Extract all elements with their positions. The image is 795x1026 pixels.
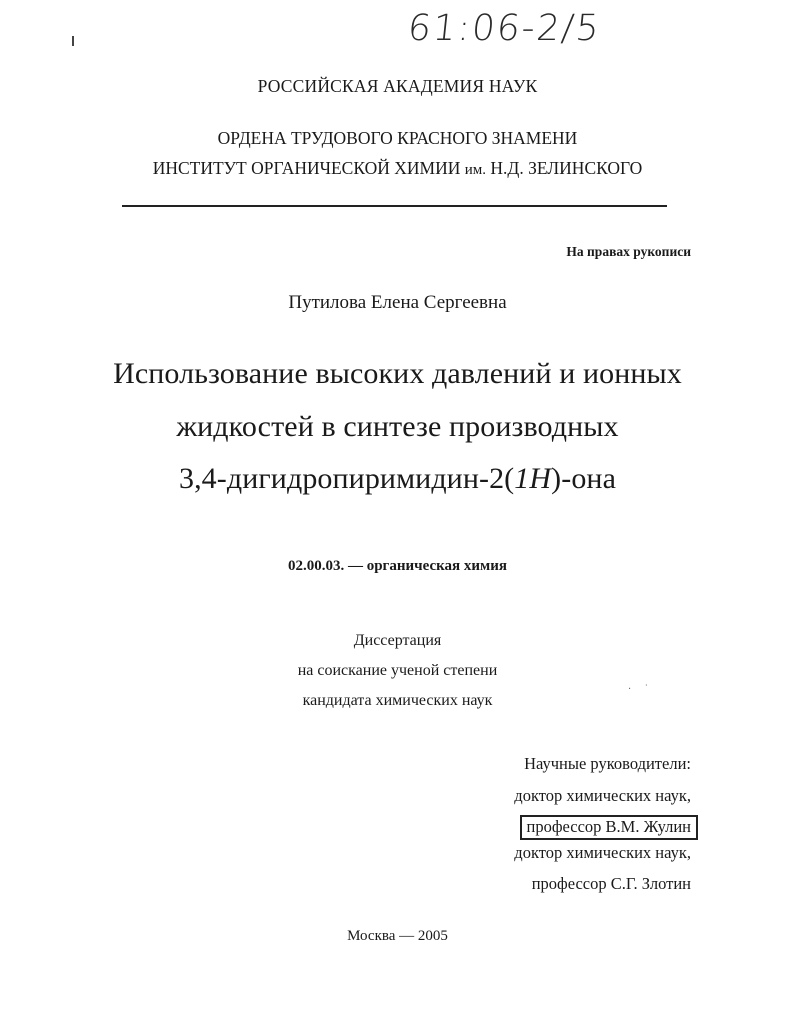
manuscript-rights: На правах рукописи (566, 244, 691, 259)
institute-line (0, 158, 795, 179)
city-year: Москва — 2005 (347, 928, 448, 944)
institute-name: Н.Д. ЗЕЛИНСКОГО (490, 158, 643, 178)
title-line-2: жидкостей в синтезе производных (176, 410, 619, 443)
scan-mark (72, 36, 74, 46)
supervisor-2-degree: доктор химических наук, (514, 843, 691, 862)
header-divider (122, 205, 667, 207)
institute-im: им. (464, 162, 486, 178)
academy-name: РОССИЙСКАЯ АКАДЕМИЯ НАУК (257, 76, 538, 96)
degree-line-3: кандидата химических наук (302, 692, 493, 709)
author-name: Путилова Елена Сергеевна (288, 292, 507, 313)
title-line-3-prefix: 3,4-дигидропиримидин-2( (178, 462, 515, 495)
degree-line-2: на соискание ученой степени (297, 662, 498, 679)
supervisors-heading: Научные руководители: (524, 754, 691, 773)
supervisor-1-degree: доктор химических наук, (514, 786, 691, 805)
order-line: ОРДЕНА ТРУДОВОГО КРАСНОГО ЗНАМЕНИ (217, 128, 578, 148)
title-line-3-italic: 1H (514, 462, 552, 495)
institute-prefix: ИНСТИТУТ ОРГАНИЧЕСКОЙ ХИМИИ (152, 158, 461, 178)
supervisor-2-name: профессор С.Г. Злотин (531, 874, 691, 893)
specialty-code: 02.00.03. — органическая химия (287, 558, 508, 574)
title-line-3-suffix: )-она (551, 462, 617, 495)
supervisor-1-name: профессор В.М. Жулин (520, 815, 698, 840)
handwritten-archive-number: 61:06-2/5 (405, 8, 603, 49)
scan-specks: · ˙ (628, 684, 649, 695)
title-line-3 (0, 462, 795, 496)
title-line-1: Использование высоких давлений и ионных (113, 357, 682, 390)
degree-line-1: Диссертация (353, 632, 442, 649)
